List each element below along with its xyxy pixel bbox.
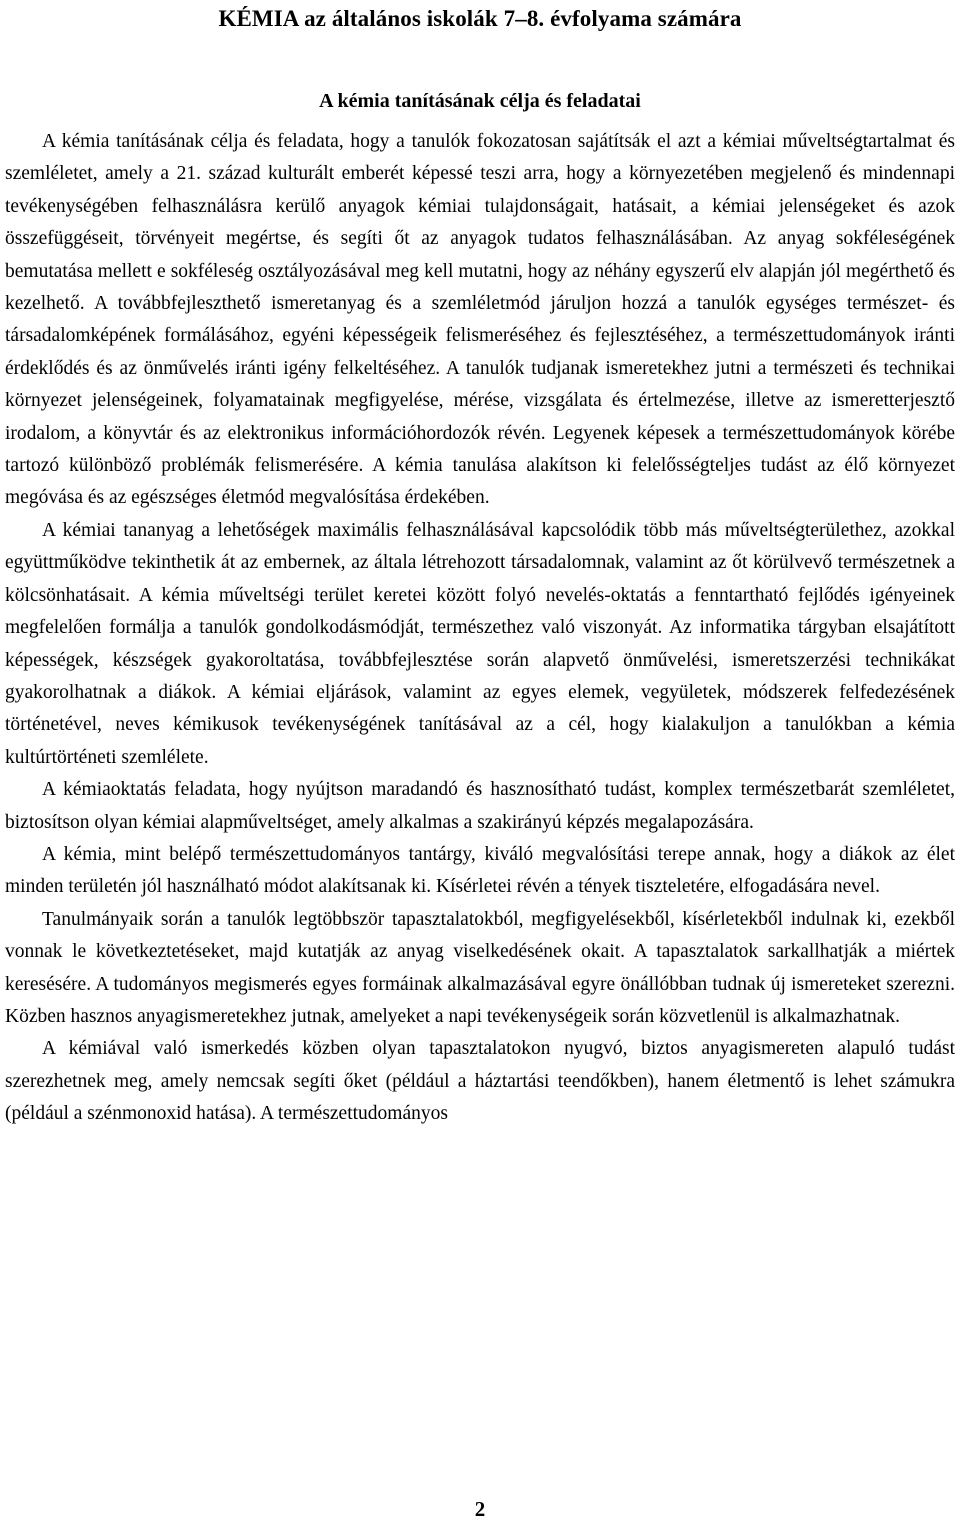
body-text: [5, 126, 955, 1131]
document-page: [5, 0, 955, 1131]
paragraph-1: A kémia tanításának célja és feladata, hogy a tanulók fokozatosan sajátítsák el azt a kémiai műveltségtartalmat és szemléletet, amely a 21. század kulturált emberét képessé teszi arra, hogy a környezetében megjelenő és mindennapi tevékenységében felhasználásra kerülő anyagok kémiai tulajdonságait, hatásait, a kémiai jelenségeket és azok összefüggéseit, törvényeit megértse, és segíti őt az anyagok tudatos felhasználásában. Az anyag sokféleségének bemutatása mellett e sokféleség osztályozásával meg kell mutatni, hogy az néhány egyszerű elv alapján jól megérthető és kezelhető. A továbbfejleszthető ismeretanyag és a szemléletmód járuljon hozzá a tanulók egységes természet- és társadalomképének formálásához, egyéni képességeik felismeréséhez és fejlesztéséhez, a természettudományok iránti érdeklődés és az önművelés iránti igény felkeltéséhez. A tanulók tudjanak ismeretekhez jutni a természeti és technikai környezet jelenségeinek, folyamatainak megfigyelése, mérése, vizsgálata és értelmezése, illetve az ismeretterjesztő irodalom, a könyvtár és az elektronikus információhordozók révén. Legyenek képesek a természettudományok körébe tartozó különböző problémák felismerésére. A kémia tanulása alakítson ki felelősségteljes tudást az élő környezet megóvása és az egészséges életmód megvalósítása érdekében.: [5, 131, 955, 509]
section-title: A kémia tanításának célja és feladatai: [319, 90, 641, 112]
paragraph-5: Tanulmányaik során a tanulók legtöbbször tapasztalatokból, megfigyelésekből, kísérletekből indulnak ki, ezekből vonnak le következtetéseket, majd kutatják az anyag viselkedésének okait. A tapasztalatok sarkallhatják a miértek keresésére. A tudományos megismerés egyes formáinak alkalmazásával egyre önállóbban tudnak új ismereteket szerezni. Közben hasznos anyagismeretekhez jutnak, amelyeket a napi tevékenységeik során közvetlenül is alkalmazhatnak.: [5, 908, 955, 1027]
paragraph-4: A kémia, mint belépő természettudományos tantárgy, kiváló megvalósítási terepe annak, hogy a diákok az élet minden területén jól használható módot alakítsanak ki. Kísérletei révén a tények tiszteletére, elfogadására nevel.: [5, 843, 955, 898]
paragraph-3: A kémiaoktatás feladata, hogy nyújtson maradandó és hasznosítható tudást, komplex természetbarát szemléletet, biztosítson olyan kémiai alapműveltséget, amely alkalmas a szakirányú képzés megalapozására.: [5, 779, 955, 833]
paragraph-6: A kémiával való ismerkedés közben olyan tapasztalatokon nyugvó, biztos anyagismereten alapuló tudást szerezhetnek meg, amely nemcsak segíti őket (például a háztartási teendőkben), hanem életmentő is lehet számukra (például a szénmonoxid hatása). A természettudományos: [5, 1038, 955, 1125]
page-number: 2: [474, 1497, 486, 1521]
paragraph-2: A kémiai tananyag a lehetőségek maximális felhasználásával kapcsolódik több más műveltségterülethez, azokkal együttműködve tekinthetik át az embernek, az általa létrehozott társadalomnak, valamint az őt körülvevő természetnek a kölcsönhatásait. A kémia műveltségi terület keretei között folyó nevelés-oktatás a fenntartható fejlődés igényeinek megfelelően formálja a tanulók gondolkodásmódját, természethez való viszonyát. Az informatika tárgyban elsajátított képességek, készségek gyakoroltatása, továbbfejlesztése során alapvető önművelési, ismeretszerzési technikákat gyakorolhatnak a diákok. A kémiai eljárások, valamint az egyes elemek, vegyületek, módszerek felfedezésének történetével, neves kémikusok tevékenységének tanításával az a cél, hogy kialakuljon a tanulókban a kémia kultúrtörténeti szemlélete.: [5, 519, 955, 768]
document-title: KÉMIA az általános iskolák 7–8. évfolyama számára: [218, 6, 742, 31]
